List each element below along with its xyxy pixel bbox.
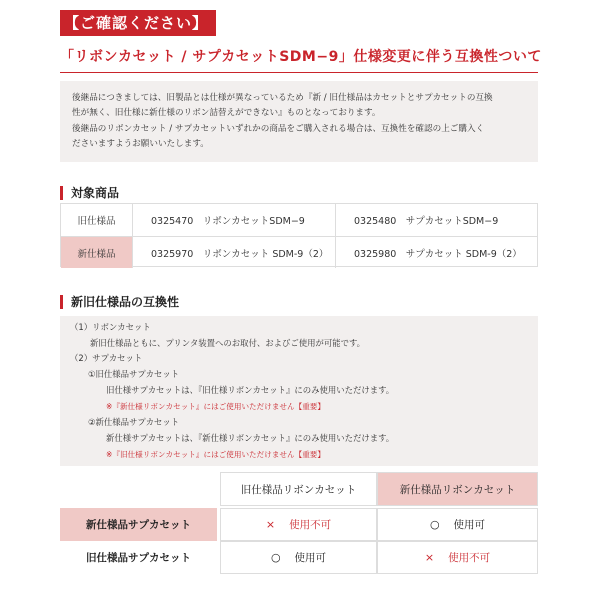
compat-line: ②新仕様品サプカセット: [88, 417, 180, 427]
table-row: [61, 204, 537, 236]
compat-line: 新仕様サプカセットは、『新仕様リボンカセット』にのみ使用いただけます。: [106, 433, 395, 443]
matrix-header-new: 新仕様品リボンカセット: [377, 472, 538, 506]
confirm-badge: 【ご確認ください】: [60, 10, 216, 36]
compat-panel: [60, 316, 538, 466]
matrix-row-old: 旧仕様品サプカセット: [86, 552, 191, 564]
products-table: [60, 203, 538, 267]
section-compat: [60, 293, 179, 310]
warning-line: ※『旧仕様リボンカセット』にはご使用いただけません【重要】: [106, 450, 325, 459]
ribbon-cassette-cell: 0325470 リボンカセットSDM−9: [151, 216, 305, 227]
notice-line: 後継品のリボンカセット / サプカセットいずれかの商品をご購入される場合は、互換性を確認の上ご購入く: [72, 123, 485, 134]
sub-cassette-cell: 0325480 サプカセットSDM−9: [335, 204, 537, 236]
notice-line: 後継品につきましては、旧製品とは仕様が異なっているため『新 / 旧仕様品はカセットとサプカセットの互換: [72, 93, 493, 103]
ribbon-cassette-cell: 0325970 リボンカセット SDM-9（2）: [151, 248, 329, 260]
compat-line: （1）リボンカセット: [70, 322, 151, 332]
cross-icon: ×: [265, 518, 276, 531]
section-title: 新旧仕様品の互換性: [71, 295, 180, 309]
compat-matrix: [60, 472, 538, 572]
table-row: [61, 236, 537, 268]
row-label: 旧仕様品: [61, 204, 133, 236]
circle-icon: ○: [429, 518, 440, 531]
matrix-cell: [377, 541, 538, 574]
compat-line: 旧仕様サプカセットは、『旧仕様リボンカセット』にのみ使用いただけます。: [106, 385, 395, 395]
matrix-header-old: 旧仕様品リボンカセット: [220, 472, 377, 506]
section-marker: [60, 186, 63, 200]
compat-line: ①旧仕様品サプカセット: [88, 369, 180, 379]
section-marker: [60, 295, 63, 309]
status-text: 使用不可: [448, 552, 491, 564]
status-text: 使用可: [453, 519, 486, 531]
matrix-cell: [220, 541, 377, 574]
warning-line: ※『新仕様リボンカセット』にはご使用いただけません【重要】: [106, 402, 325, 411]
notice-panel: [60, 81, 538, 162]
compat-line: （2）サプカセット: [70, 353, 143, 363]
section-products: [60, 184, 119, 201]
page-subtitle: 「リボンカセット / サプカセットSDM−9」仕様変更に伴う互換性ついて: [60, 49, 542, 65]
matrix-row-new: 新仕様品サプカセット: [60, 508, 217, 541]
row-label: 新仕様品: [61, 237, 133, 268]
matrix-cell: [377, 508, 538, 541]
sub-cassette-cell: 0325980 サプカセット SDM-9（2）: [335, 237, 537, 268]
circle-icon: ○: [270, 551, 281, 564]
status-text: 使用不可: [289, 519, 332, 531]
subtitle-divider: [60, 72, 538, 73]
section-title: 対象商品: [71, 186, 120, 200]
notice-line: ださいますようお願いいたします。: [72, 138, 209, 149]
notice-line: 性が無く、旧仕様に新仕様のリボン詰替えができない』ものとなっております。: [72, 108, 381, 119]
cross-icon: ×: [424, 551, 435, 564]
compat-line: 新旧仕様品ともに、プリンタ装置へのお取付、およびご使用が可能です。: [90, 338, 366, 348]
matrix-cell: [220, 508, 377, 541]
status-text: 使用可: [294, 552, 327, 564]
